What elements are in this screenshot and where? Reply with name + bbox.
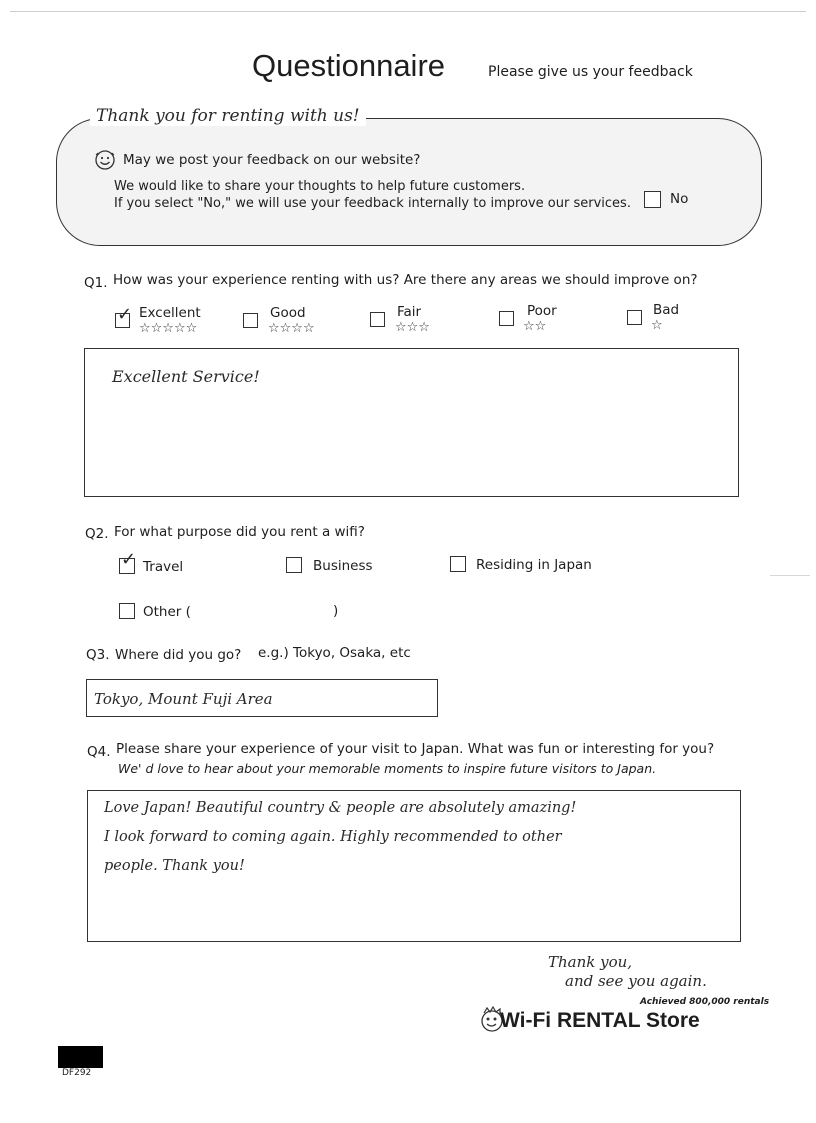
q4-answer-line-2: I look forward to coming again. Highly recommended to other xyxy=(104,829,562,845)
q2-residing-checkbox[interactable] xyxy=(450,556,466,572)
intro-handwritten-heading: Thank you for renting with us! xyxy=(90,106,366,126)
intro-no-label: No xyxy=(670,191,689,207)
form-code-bar xyxy=(58,1046,103,1068)
q2-other-label: Other ( xyxy=(143,604,191,620)
q1-bad-stars-icon: ☆ xyxy=(651,318,663,333)
q3-question: Where did you go? xyxy=(115,647,242,663)
q1-fair-checkbox[interactable] xyxy=(370,312,385,327)
q3-example: e.g.) Tokyo, Osaka, etc xyxy=(258,645,411,661)
q4-subtext: We' d love to hear about your memorable moments to inspire future visitors to Japan. xyxy=(118,761,657,776)
scan-top-line xyxy=(10,11,806,12)
q1-excellent-checkbox[interactable] xyxy=(115,304,133,328)
q1-poor-label: Poor xyxy=(527,303,557,319)
brand-logo: Wi-Fi RENTAL Store xyxy=(500,1009,700,1032)
form-code: DF292 xyxy=(62,1068,92,1078)
q4-answer-line-3: people. Thank you! xyxy=(104,858,245,874)
q2-travel-label: Travel xyxy=(143,559,184,575)
q3-number: Q3. xyxy=(86,647,110,663)
q2-residing-label: Residing in Japan xyxy=(476,557,592,573)
q1-excellent-stars-icon: ☆☆☆☆☆ xyxy=(139,321,198,336)
q4-answer-line-1: Love Japan! Beautiful country & people are absolutely amazing! xyxy=(104,800,577,816)
q1-answer-text: Excellent Service! xyxy=(112,367,260,386)
q1-bad-checkbox[interactable] xyxy=(627,310,642,325)
q1-excellent-label: Excellent xyxy=(139,305,201,321)
q2-other-checkbox[interactable] xyxy=(119,603,135,619)
q2-business-label: Business xyxy=(313,558,373,574)
q3-answer-text: Tokyo, Mount Fuji Area xyxy=(94,690,273,708)
page-subtitle: Please give us your feedback xyxy=(488,64,693,80)
footer-achieved-text: Achieved 800,000 rentals xyxy=(640,997,770,1007)
page-title: Questionnaire xyxy=(252,48,446,83)
checkmark-icon: ✓ xyxy=(121,549,137,570)
q2-travel-checkbox[interactable] xyxy=(119,549,137,574)
intro-question: May we post your feedback on our website? xyxy=(123,152,421,168)
q4-question: Please share your experience of your visit to Japan. What was fun or interesting for you? xyxy=(116,741,715,757)
intro-line-2: If you select "No," we will use your feedback internally to improve our services. xyxy=(114,196,631,211)
q2-question: For what purpose did you rent a wifi? xyxy=(114,524,365,540)
q4-number: Q4. xyxy=(87,744,111,760)
q2-number: Q2. xyxy=(85,526,109,542)
q2-other-close: ) xyxy=(333,603,339,619)
footer-thanks-line-2: and see you again. xyxy=(565,972,707,990)
q1-good-label: Good xyxy=(270,305,306,321)
q2-business-checkbox[interactable] xyxy=(286,557,302,573)
q1-good-stars-icon: ☆☆☆☆ xyxy=(268,321,315,336)
q1-question: How was your experience renting with us? Are there any areas we should improve on? xyxy=(113,272,698,288)
q1-poor-stars-icon: ☆☆ xyxy=(523,319,547,334)
intro-line-1: We would like to share your thoughts to help future customers. xyxy=(114,179,526,194)
q1-poor-checkbox[interactable] xyxy=(499,311,514,326)
scan-side-line xyxy=(770,575,810,576)
footer-thanks-line-1: Thank you, xyxy=(548,953,633,971)
q1-bad-label: Bad xyxy=(653,302,680,318)
q1-fair-stars-icon: ☆☆☆ xyxy=(395,320,430,335)
checkmark-icon: ✓ xyxy=(117,304,133,325)
q1-fair-label: Fair xyxy=(397,304,422,320)
intro-no-checkbox[interactable] xyxy=(644,191,661,208)
q1-number: Q1. xyxy=(84,275,108,291)
q1-good-checkbox[interactable] xyxy=(243,313,258,328)
smiley-icon xyxy=(94,149,116,171)
